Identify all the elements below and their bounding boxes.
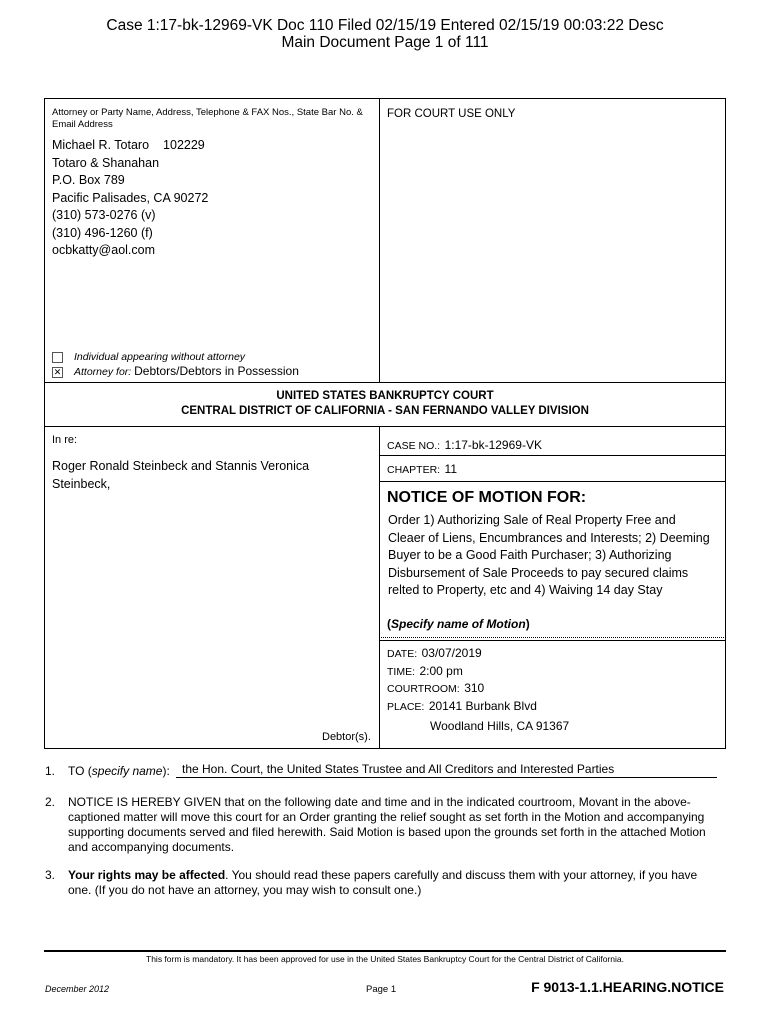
footer-page: Page 1 bbox=[366, 984, 397, 995]
rights-paragraph bbox=[68, 868, 718, 898]
motion-line-5: relted to Property, etc and 4) Waiving 14 day Stay bbox=[388, 583, 663, 597]
address-line1: P.O. Box 789 bbox=[52, 173, 125, 187]
motion-line-2 bbox=[379, 640, 726, 641]
case-divider bbox=[379, 426, 380, 749]
option-attorney bbox=[52, 364, 299, 378]
court-name bbox=[44, 389, 726, 419]
checkbox-attorney-for[interactable]: ✕ bbox=[53, 366, 62, 377]
attorney-block bbox=[52, 137, 208, 260]
court-top-line bbox=[44, 382, 726, 383]
court-name-line2: CENTRAL DISTRICT OF CALIFORNIA - SAN FERNANDO VALLEY DIVISION bbox=[181, 405, 589, 417]
option-individual bbox=[52, 351, 245, 363]
item-2-number: 2. bbox=[45, 795, 56, 809]
attorney-for-value: Debtors/Debtors in Possession bbox=[134, 364, 299, 378]
motion-line-2: Cleaer of Liens, Encumbrances and Interests; 2) Deeming bbox=[388, 530, 710, 545]
courtroom-label: COURTROOM: bbox=[387, 683, 460, 695]
email: ocbkatty@aol.com bbox=[52, 243, 156, 257]
motion-line bbox=[379, 637, 726, 638]
time-label: TIME: bbox=[387, 665, 415, 678]
phone: (310) 573-0276 (v) bbox=[52, 208, 156, 222]
item-3-number: 3. bbox=[45, 868, 56, 882]
footer-mandatory: This form is mandatory. It has been approved for use in the United States Bankruptcy Court for the Central District of California. bbox=[146, 954, 624, 964]
address-line2: Pacific Palisades, CA 90272 bbox=[52, 190, 209, 205]
motion-line-3: Buyer to be a Good Faith Purchaser; 3) Authorizing bbox=[388, 548, 672, 562]
debtors-label: Debtor(s). bbox=[322, 731, 371, 743]
fax: (310) 496-1260 (f) bbox=[52, 225, 153, 240]
debtor-names-line1: Roger Ronald Steinbeck and Stannis Veronica bbox=[52, 459, 310, 473]
form-number: F 9013-1.1.HEARING.NOTICE bbox=[531, 979, 724, 995]
top-divider bbox=[379, 98, 380, 382]
to-underline bbox=[176, 777, 717, 778]
case-header-line2: Main Document Page 1 of 111 bbox=[281, 34, 489, 51]
court-bottom-line bbox=[44, 426, 726, 427]
motion-line-1: Order 1) Authorizing Sale of Real Property Free and bbox=[388, 513, 676, 527]
footer-date: December 2012 bbox=[45, 984, 110, 994]
item-1-label bbox=[68, 764, 170, 778]
place-label: PLACE: bbox=[387, 700, 425, 713]
case-number: 1:17-bk-12969-VK bbox=[444, 438, 542, 452]
chapter-value: 11 bbox=[444, 462, 458, 476]
notice-paragraph: NOTICE IS HEREBY GIVEN that on the following date and time and in the indicated courtroom, Movant in the above-captioned matter will move this court for an Order granting the relief sought as set forth in the Motion and accompanying supporting documents served and filed herewith. Said Motion is based upon the grounds set forth in the attached Motion and accompanying documents. bbox=[68, 795, 706, 854]
court-name-line1: UNITED STATES BANKRUPTCY COURT bbox=[276, 390, 494, 402]
hearing-details bbox=[387, 645, 569, 735]
in-re-label: In re: bbox=[52, 434, 78, 446]
specify-motion-caption bbox=[387, 617, 530, 631]
to-value: the Hon. Court, the United States Trustee and All Creditors and Interested Parties bbox=[182, 762, 615, 776]
item-1-number: 1. bbox=[45, 764, 56, 778]
attorney-caption: Attorney or Party Name, Address, Telephone & FAX Nos., State Bar No. & Email Address bbox=[52, 107, 363, 130]
debtor-names bbox=[52, 458, 309, 493]
case-header-line1: Case 1:17-bk-12969-VK Doc 110 Filed 02/15/19 Entered 02/15/19 00:03:22 Desc bbox=[106, 17, 664, 34]
notice-title: NOTICE OF MOTION FOR: bbox=[387, 489, 587, 506]
caseno-line bbox=[379, 455, 726, 456]
chapter-label: CHAPTER: bbox=[387, 464, 441, 476]
firm-name: Totaro & Shanahan bbox=[52, 155, 160, 170]
option-individual-label: Individual appearing without attorney bbox=[74, 351, 246, 363]
date-label: DATE: bbox=[387, 648, 418, 660]
rights-bold: Your rights may be affected bbox=[68, 868, 226, 882]
debtor-names-line2: Steinbeck, bbox=[52, 476, 111, 491]
checkbox-individual[interactable] bbox=[52, 352, 63, 363]
motion-line-4: Disbursement of Sale Proceeds to pay secured claims bbox=[388, 565, 689, 580]
footer-rule bbox=[44, 950, 726, 952]
to-label: TO ( bbox=[68, 764, 92, 778]
to-close: ): bbox=[162, 764, 170, 778]
case-number-row bbox=[387, 436, 542, 454]
attorney-name: Michael R. Totaro bbox=[52, 138, 150, 152]
rights-text: . You should read these papers carefully and discuss them with your attorney, if you have one. (If you do not have an attorney, you may wish to consult one.) bbox=[68, 868, 698, 897]
courtroom-value: 310 bbox=[464, 681, 485, 695]
hearing-time: 2:00 pm bbox=[419, 663, 463, 678]
case-no-label: CASE NO.: bbox=[387, 440, 441, 452]
chapter-row bbox=[387, 460, 457, 478]
court-use-label: FOR COURT USE ONLY bbox=[387, 108, 516, 120]
motion-description bbox=[388, 512, 710, 600]
bar-number: 102229 bbox=[163, 138, 205, 152]
paren-close: ) bbox=[525, 617, 530, 631]
place-line2: Woodland Hills, CA 91367 bbox=[430, 719, 570, 733]
place-line1: 20141 Burbank Blvd bbox=[428, 698, 537, 713]
chapter-line bbox=[379, 481, 726, 482]
option-attorney-label: Attorney for: bbox=[74, 366, 132, 378]
to-specify: specify name bbox=[91, 764, 163, 778]
specify-motion-text: Specify name of Motion bbox=[391, 617, 526, 631]
hearing-date: 03/07/2019 bbox=[421, 646, 482, 660]
paren-open: ( bbox=[387, 617, 391, 631]
